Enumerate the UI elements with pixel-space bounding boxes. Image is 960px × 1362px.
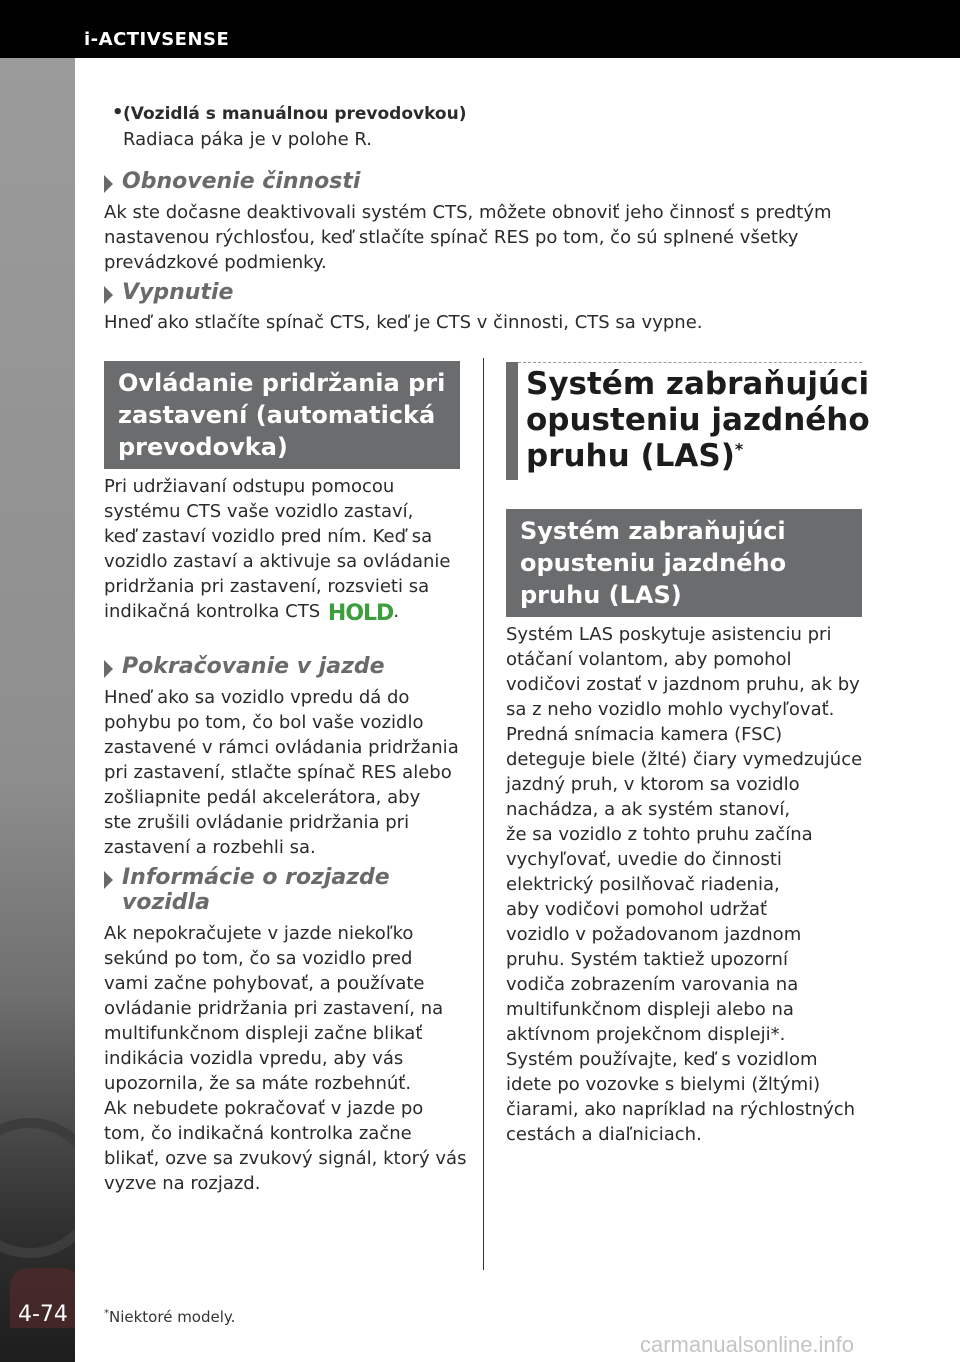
paragraph-line: pohybu po tom, čo bol vaše vozidlo xyxy=(104,712,424,733)
box-title-line: pruhu (LAS) xyxy=(520,581,682,609)
footnote xyxy=(104,1308,235,1326)
footnote-text: Niektoré modely. xyxy=(109,1308,236,1326)
page-number: 4-74 xyxy=(18,1302,68,1327)
heading-text: pruhu (LAS) xyxy=(526,438,735,474)
paragraph-line: vozidlo v požadovanom jazdnom xyxy=(506,924,802,945)
paragraph-line: Ak nebudete pokračovať v jazde po xyxy=(104,1098,424,1119)
paragraph-line: systému CTS vaše vozidlo zastaví, xyxy=(104,501,414,522)
paragraph-line: vychyľovať, uvedie do činnosti xyxy=(506,849,782,870)
paragraph-line: keď zastaví vozidlo pred ním. Keď sa xyxy=(104,526,433,547)
paragraph-line: nachádza, a ak systém stanoví, xyxy=(506,799,791,820)
paragraph-line: vodiča zobrazením varovania na xyxy=(506,974,799,995)
paragraph-line: nastavenou rýchlosťou, keď stlačíte spínač RES po tom, čo sú splnené všetky xyxy=(104,227,799,248)
paragraph-line: čiarami, ako napríklad na rýchlostných xyxy=(506,1099,856,1120)
subheading-obnovenie xyxy=(104,169,360,194)
subheading-marker-icon xyxy=(104,286,113,304)
heading-accent-bar xyxy=(506,362,518,480)
box-title-line: Systém zabraňujúci xyxy=(520,517,786,545)
paragraph-line: vozidlo zastaví a aktivuje sa ovládanie xyxy=(104,551,451,572)
section-box-las xyxy=(506,509,862,617)
subheading-title: Vypnutie xyxy=(122,280,234,305)
paragraph-line: tom, čo indikačná kontrolka začne xyxy=(104,1123,412,1144)
paragraph-line: ste zrušili ovládanie pridržania pri xyxy=(104,812,410,833)
heading-line: opusteniu jazdného xyxy=(526,402,870,438)
paragraph-line: indikácia vozidla vpredu, aby vás xyxy=(104,1048,404,1069)
paragraph-line: sekúnd po tom, čo sa vozidlo pred xyxy=(104,948,413,969)
footnote-mark: * xyxy=(734,439,744,459)
heading-line-with-mark xyxy=(526,438,743,474)
paragraph-line: aktívnom projekčnom displeji*. xyxy=(506,1024,786,1045)
paragraph-line: upozornila, že sa máte rozbehnúť. xyxy=(104,1073,412,1094)
paragraph-line: blikať, ozve sa zvukový signál, ktorý vás xyxy=(104,1148,467,1169)
box-title-line: Ovládanie pridržania pri xyxy=(118,369,446,397)
header-bar xyxy=(0,0,960,58)
subheading-title-continued: vozidla xyxy=(122,890,210,915)
footnote-mark: * xyxy=(104,1308,109,1319)
paragraph-line: Ak nepokračujete v jazde niekoľko xyxy=(104,923,414,944)
bullet-title: (Vozidlá s manuálnou prevodovkou) xyxy=(123,104,467,124)
paragraph-line-with-indicator xyxy=(104,599,399,626)
paragraph-line: Predná snímacia kamera (FSC) xyxy=(506,724,783,745)
subheading-marker-icon xyxy=(104,660,113,678)
paragraph-line: Systém používajte, keď s vozidlom xyxy=(506,1049,818,1070)
subheading-title: Informácie o rozjazde xyxy=(122,865,390,890)
subheading-pokracovanie xyxy=(104,654,385,679)
paragraph-line: cestách a diaľniciach. xyxy=(506,1124,702,1145)
watermark-text: carmanualsonline.info xyxy=(640,1332,855,1357)
chapter-heading-las xyxy=(506,362,870,482)
paragraph-line: jazdný pruh, v ktorom sa vozidlo xyxy=(506,774,800,795)
bullet-dot: • xyxy=(112,102,124,123)
hold-indicator-icon: HOLD xyxy=(327,601,394,626)
bullet-text: Radiaca páka je v polohe R. xyxy=(123,129,372,150)
subheading-title: Obnovenie činnosti xyxy=(122,169,361,194)
paragraph-line: zošliapnite pedál akcelerátora, aby xyxy=(104,787,421,808)
paragraph-line: vyzve na rozjazd. xyxy=(104,1173,261,1194)
paragraph-line: zastavení a rozbehli sa. xyxy=(104,837,316,858)
paragraph-line: idete po vozovke s bielymi (žltými) xyxy=(506,1074,821,1095)
paragraph-line: ovládanie pridržania pri zastavení, na xyxy=(104,998,444,1019)
paragraph-line: vodičovi zostať v jazdnom pruhu, ak by xyxy=(506,674,860,695)
paragraph-line: vami začne pohybovať, a používate xyxy=(104,973,425,994)
subheading-vypnutie xyxy=(104,280,233,305)
paragraph-line: sa z neho vozidlo mohlo vychyľovať. xyxy=(506,699,835,720)
paragraph-line: otáčaní volantom, aby pomohol xyxy=(506,649,792,670)
paragraph-line: Hneď ako stlačíte spínač CTS, keď je CTS v činnosti, CTS sa vypne. xyxy=(104,312,703,333)
paragraph-line: multifunkčnom displeji začne blikať xyxy=(104,1023,423,1044)
paragraph-line: pruhu. Systém taktiež upozorní xyxy=(506,949,788,970)
subheading-marker-icon xyxy=(104,871,113,889)
column-divider xyxy=(483,358,484,1270)
paragraph-line: aby vodičovi pomohol udržať xyxy=(506,899,768,920)
heading-line: Systém zabraňujúci xyxy=(526,366,870,402)
paragraph-line: elektrický posilňovač riadenia, xyxy=(506,874,780,895)
chapter-title: i-ACTIVSENSE xyxy=(84,29,230,50)
box-title-line: zastavení (automatická xyxy=(118,401,436,429)
paragraph-line: prevádzkové podmienky. xyxy=(104,252,327,273)
section-box-hold-control xyxy=(104,361,460,469)
indicator-text: indikačná kontrolka CTS xyxy=(104,601,321,622)
subheading-title: Pokračovanie v jazde xyxy=(122,654,385,679)
paragraph-line: pridržania pri zastavení, rozsvieti sa xyxy=(104,576,430,597)
box-title-line: opusteniu jazdného xyxy=(520,549,787,577)
box-title-line: prevodovka) xyxy=(118,433,288,461)
dashed-rule xyxy=(518,362,862,363)
period: . xyxy=(393,601,400,622)
subheading-informacie xyxy=(104,865,390,890)
paragraph-line: pri zastavení, stlačte spínač RES alebo xyxy=(104,762,452,783)
side-photo-strip xyxy=(0,58,75,1362)
paragraph-line: Hneď ako sa vozidlo vpredu dá do xyxy=(104,687,410,708)
subheading-marker-icon xyxy=(104,175,113,193)
paragraph-line: zastavené v rámci ovládania pridržania xyxy=(104,737,459,758)
steering-wheel-graphic xyxy=(0,1118,75,1258)
paragraph-line: deteguje biele (žlté) čiary vymedzujúce xyxy=(506,749,863,770)
paragraph-line: Pri udržiavaní odstupu pomocou xyxy=(104,476,395,497)
paragraph-line: Ak ste dočasne deaktivovali systém CTS, môžete obnoviť jeho činnosť s predtým xyxy=(104,202,832,223)
paragraph-line: Systém LAS poskytuje asistenciu pri xyxy=(506,624,832,645)
paragraph-line: že sa vozidlo z tohto pruhu začína xyxy=(506,824,813,845)
paragraph-line: multifunkčnom displeji alebo na xyxy=(506,999,794,1020)
